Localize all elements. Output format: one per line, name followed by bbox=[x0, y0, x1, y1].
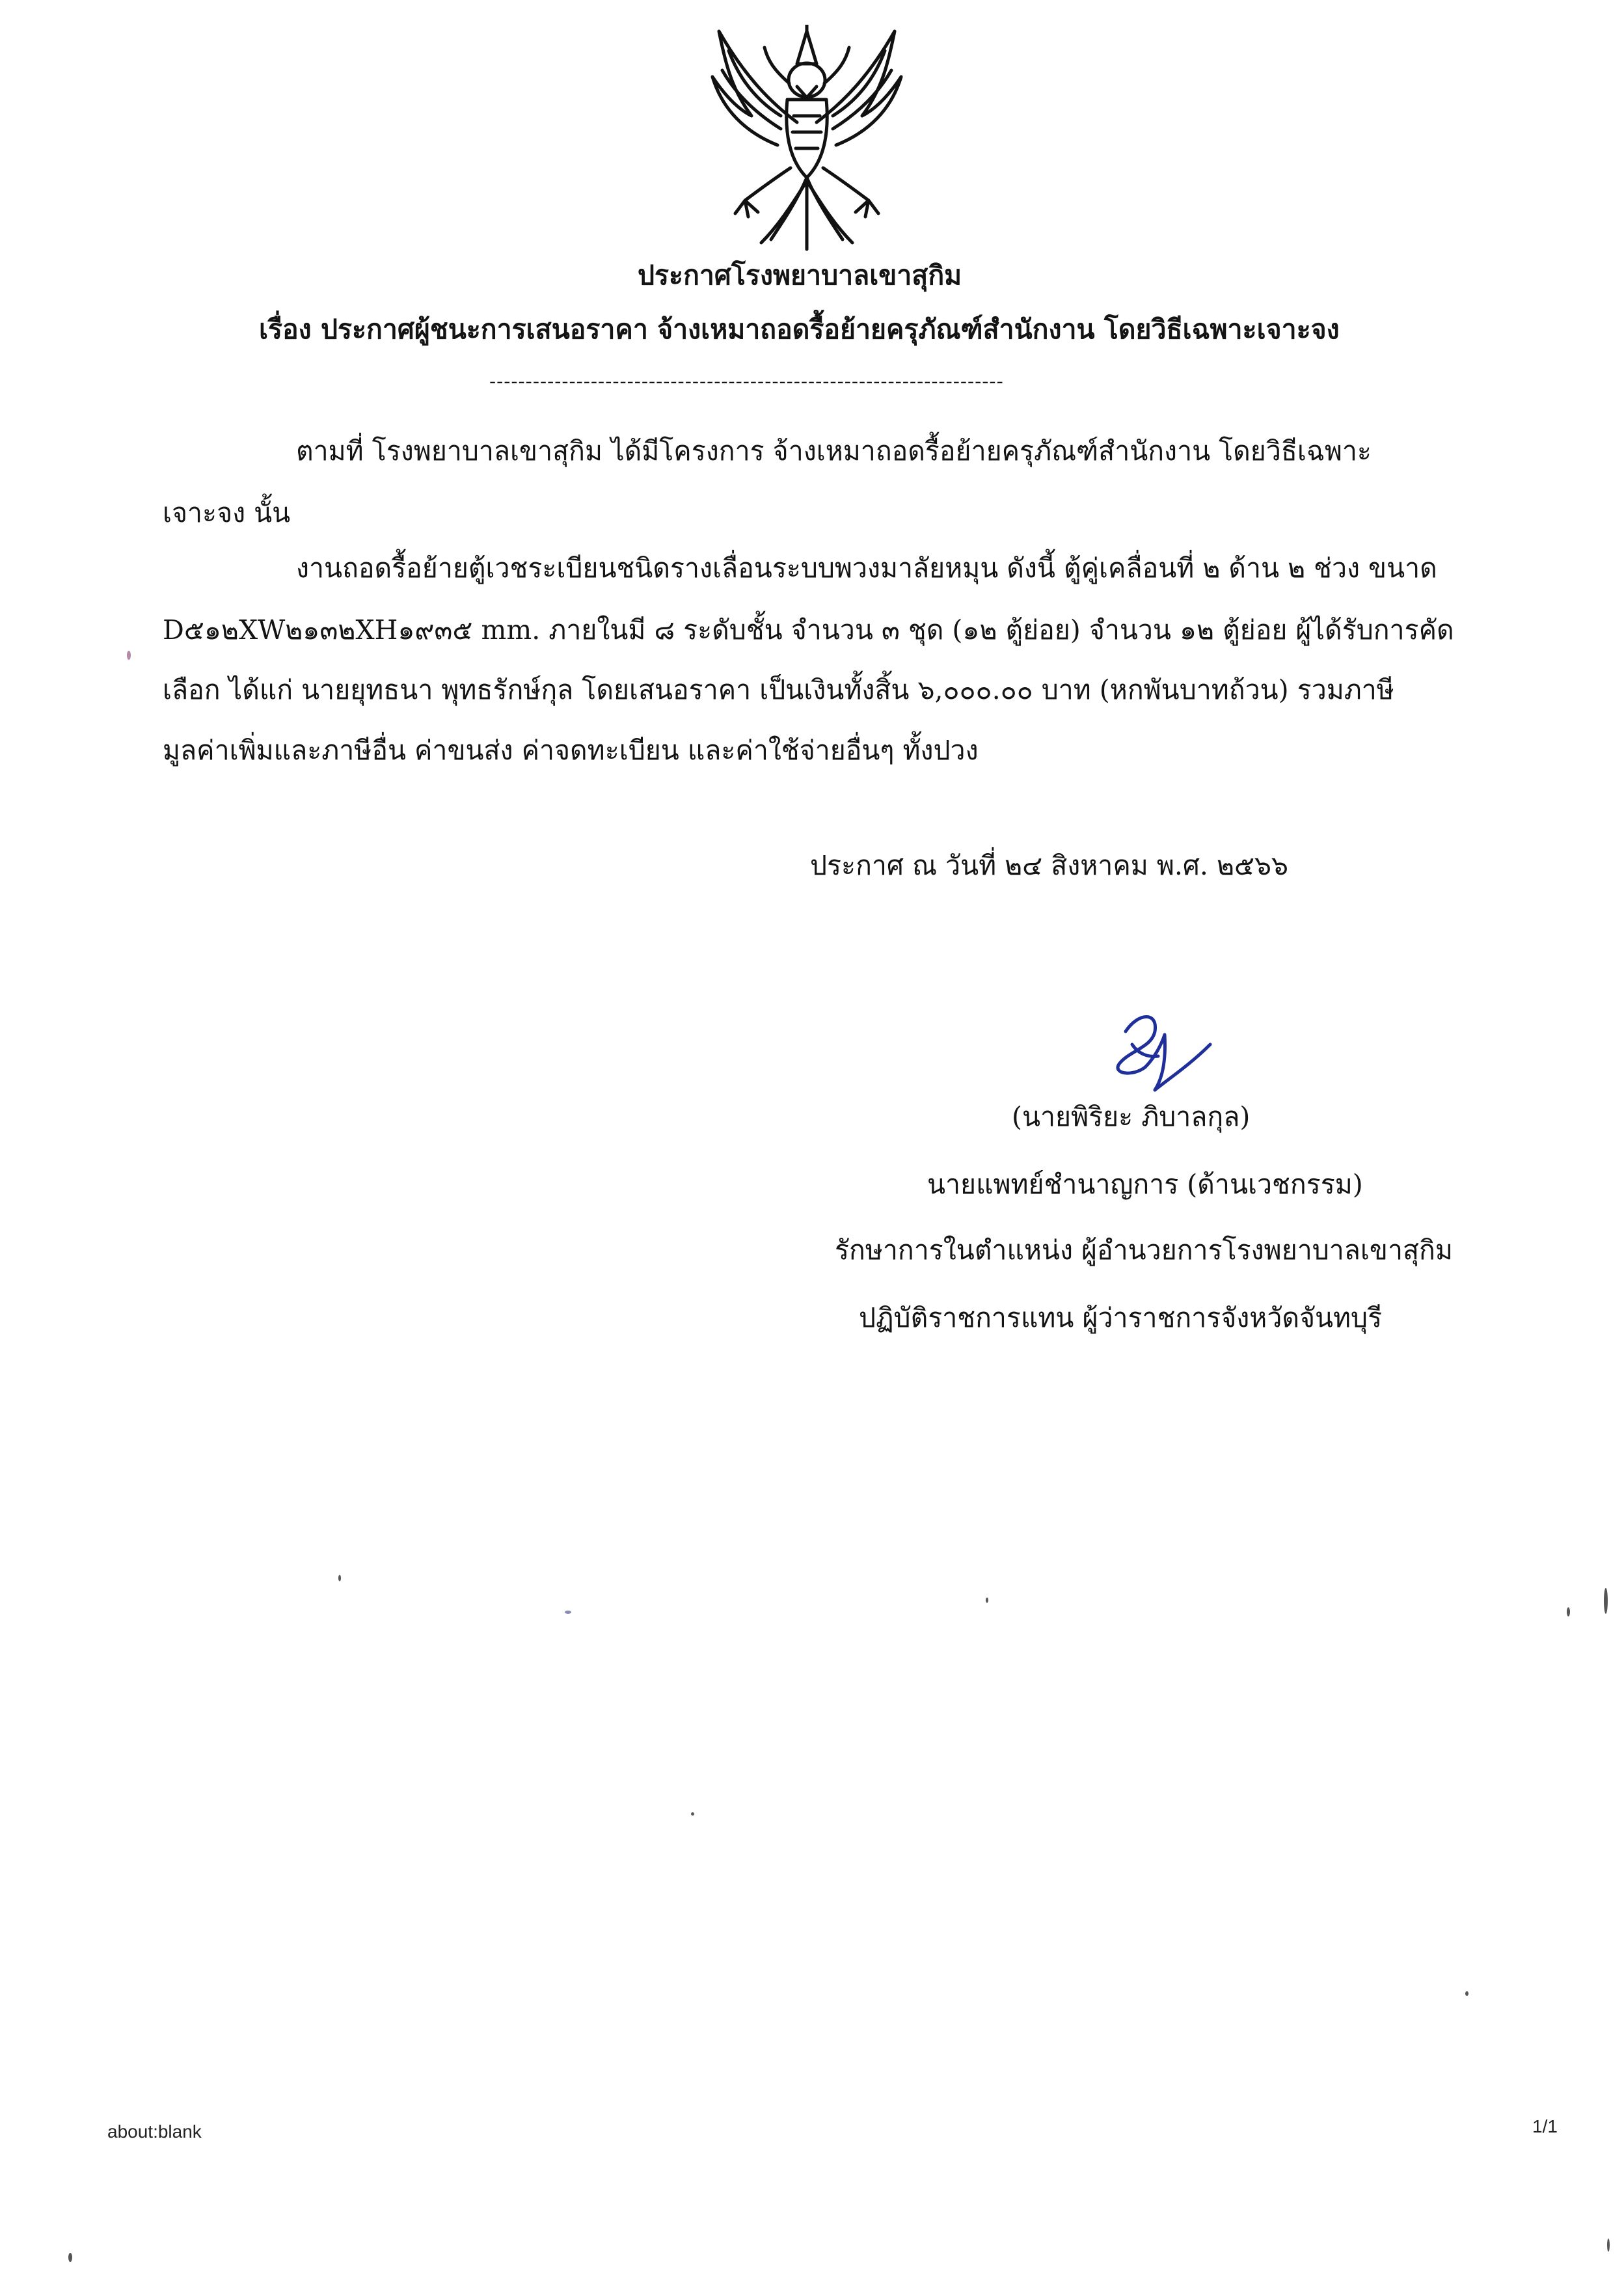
signatory-name: (นายพิริยะ ภิบาลกุล) bbox=[1012, 1101, 1251, 1132]
signatory-position: นายแพทย์ชำนาญการ (ด้านเวชกรรม) bbox=[927, 1169, 1363, 1200]
paragraph-2-line-1: งานถอดรื้อย้ายตู้เวชระเบียนชนิดรางเลื่อนระบบพวงมาลัยหมุน ดังนี้ ตู้คู่เคลื่อนที่ ๒ ด้าน ๒ ช่วง ขนาด bbox=[296, 552, 1437, 584]
scan-speck bbox=[338, 1575, 341, 1581]
scan-speck bbox=[127, 651, 131, 660]
scan-speck bbox=[691, 1812, 694, 1816]
signatory-acting-role: รักษาการในตำแหน่ง ผู้อำนวยการโรงพยาบาลเขาสุกิม bbox=[835, 1234, 1453, 1266]
scan-speck bbox=[986, 1598, 988, 1603]
paragraph-1-line-2: เจาะจง นั้น bbox=[163, 497, 291, 528]
scan-speck bbox=[565, 1611, 571, 1614]
scan-speck bbox=[1604, 1588, 1608, 1614]
signatory-on-behalf: ปฏิบัติราชการแทน ผู้ว่าราชการจังหวัดจันทบุรี bbox=[859, 1302, 1383, 1333]
footer-url: about:blank bbox=[107, 2121, 202, 2142]
paragraph-2-line-4: มูลค่าเพิ่มและภาษีอื่น ค่าขนส่ง ค่าจดทะเบียน และค่าใช้จ่ายอื่นๆ ทั้งปวง bbox=[163, 735, 979, 766]
scan-speck bbox=[1607, 2239, 1610, 2252]
title-divider: ----------------------------------------------------------------------- bbox=[489, 370, 1004, 393]
garuda-emblem-icon bbox=[699, 25, 914, 254]
scan-speck bbox=[1567, 1607, 1570, 1616]
paragraph-2-line-3: เลือก ได้แก่ นายยุทธนา พุทธรักษ์กุล โดยเสนอราคา เป็นเงินทั้งสิ้น ๖,๐๐๐.๐๐ บาท (หกพันบาทถ้วน) รวมภาษี bbox=[163, 674, 1394, 705]
scan-speck bbox=[1465, 1991, 1468, 1996]
paragraph-2-line-2: D๕๑๒XW๒๑๓๒XH๑๙๓๕ mm. ภายในมี ๘ ระดับชั้น จำนวน ๓ ชุด (๑๒ ตู้ย่อย) จำนวน ๑๒ ตู้ย่อย ผู้ได้รับการคัด bbox=[163, 614, 1454, 646]
footer-page-number: 1/1 bbox=[1532, 2116, 1558, 2136]
scan-speck bbox=[68, 2253, 72, 2262]
paragraph-1-line-1: ตามที่ โรงพยาบาลเขาสุกิม ได้มีโครงการ จ้างเหมาถอดรื้อย้ายครุภัณฑ์สำนักงาน โดยวิธีเฉพาะ bbox=[296, 435, 1372, 467]
document-title: ประกาศโรงพยาบาลเขาสุกิม bbox=[638, 260, 962, 291]
announcement-date: ประกาศ ณ วันที่ ๒๔ สิงหาคม พ.ศ. ๒๕๖๖ bbox=[810, 850, 1289, 881]
document-subject: เรื่อง ประกาศผู้ชนะการเสนอราคา จ้างเหมาถอดรื้อย้ายครุภัณฑ์สำนักงาน โดยวิธีเฉพาะเจาะจง bbox=[259, 314, 1340, 345]
handwritten-signature-icon bbox=[1093, 1005, 1213, 1103]
